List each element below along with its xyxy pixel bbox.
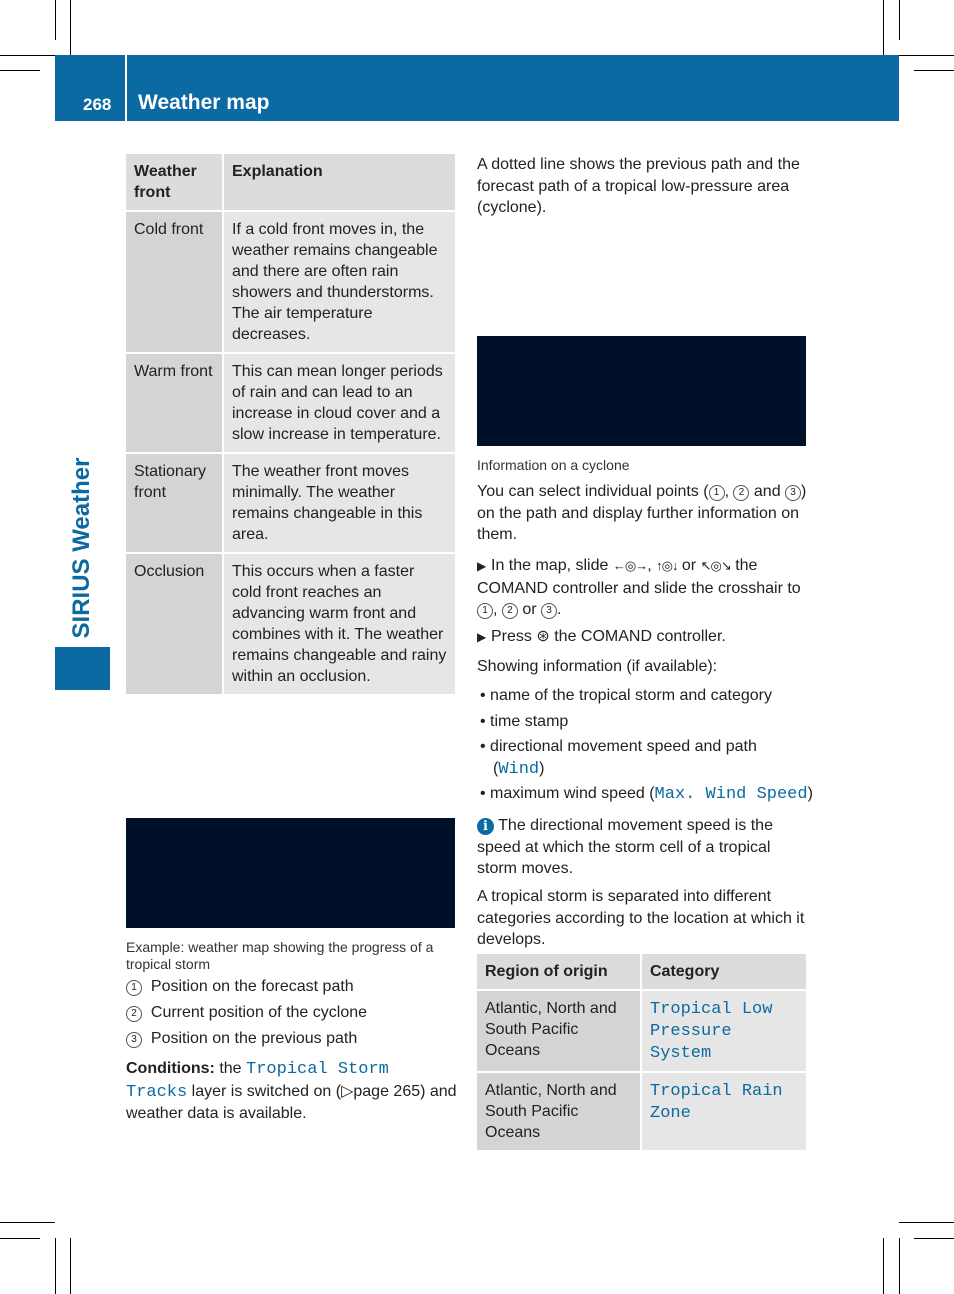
bullet-text: ) <box>807 785 813 802</box>
front-name: Cold front <box>126 211 223 353</box>
category-code: Tropical Rain Zone <box>650 1082 783 1123</box>
showing-info-text: Showing information (if available): <box>477 658 718 675</box>
legend-item <box>126 1002 456 1024</box>
category-cell <box>641 1072 806 1151</box>
column-header: Explanation <box>223 154 455 211</box>
page-number: 268 <box>83 95 112 114</box>
front-name: Stationary front <box>126 453 223 553</box>
table-row <box>477 1072 806 1151</box>
step-text: , <box>493 601 498 618</box>
conditions-label: Conditions: <box>126 1060 215 1077</box>
paragraph-text: and <box>749 483 781 500</box>
crop-mark <box>0 1238 40 1239</box>
crop-mark <box>899 1222 954 1223</box>
crop-mark <box>899 1238 900 1294</box>
table-header-row <box>477 954 806 990</box>
info-icon: i <box>477 818 494 835</box>
crop-mark <box>70 1238 71 1294</box>
select-points-paragraph <box>477 481 809 546</box>
point-number: 1 <box>709 485 725 501</box>
crop-mark <box>0 1222 55 1223</box>
cyclone-info-image <box>477 336 806 446</box>
intro-paragraph: A dotted line shows the previous path and the forecast path of a tropical low-pressure area (cyclone). <box>477 156 800 216</box>
bullet-text: time stamp <box>490 713 569 730</box>
table-row <box>126 353 455 453</box>
info-note <box>477 815 809 880</box>
step-text: the COMAND controller. <box>554 628 726 645</box>
crop-mark <box>0 70 40 71</box>
point-number: 2 <box>733 485 749 501</box>
step-text: Press <box>491 628 532 645</box>
paragraph-text: You can select individual points ( <box>477 483 709 500</box>
info-text: The directional movement speed is the speed at which the storm cell of a tropical storm moves. <box>477 817 773 877</box>
weather-fronts-table <box>126 154 455 696</box>
front-name: Warm front <box>126 353 223 453</box>
conditions-text: layer is switched on ( <box>191 1082 342 1100</box>
front-explanation: This occurs when a faster cold front reaches an advancing warm front and combines with it. The weather remains changeable and rainy within an occlusion. <box>223 553 455 695</box>
crop-mark <box>914 1238 954 1239</box>
front-name: Occlusion <box>126 553 223 695</box>
legend-number: 3 <box>126 1032 142 1048</box>
legend-item <box>126 976 456 998</box>
crop-mark <box>0 55 55 56</box>
conditions-text: page 265) and weather data is available. <box>126 1082 457 1122</box>
step-text: or <box>522 601 537 618</box>
bullet-item: • maximum wind speed (Max. Wind Speed) <box>480 785 813 804</box>
max-wind-speed-code: Max. Wind Speed <box>654 785 808 804</box>
point-number: 2 <box>502 603 518 619</box>
bullet-text: maximum wind speed ( <box>490 785 655 802</box>
legend-number: 2 <box>126 1006 142 1022</box>
bullet-item: • name of the tropical storm and category <box>480 687 772 704</box>
figure-caption: Example: weather map showing the progress of a tropical storm <box>126 939 434 972</box>
paragraph-text: ) on the path and display further information on them. <box>477 483 807 543</box>
bullet-text: name of the tropical storm and category <box>490 687 772 704</box>
step-item <box>477 555 809 621</box>
category-cell <box>641 990 806 1072</box>
conditions-text: the <box>219 1060 242 1077</box>
legend-text: Position on the forecast path <box>150 978 354 995</box>
point-number: 3 <box>785 485 801 501</box>
region-category-table <box>477 954 806 1152</box>
point-number: 3 <box>541 603 557 619</box>
column-header: Weather front <box>126 154 223 211</box>
controller-slide-diagonal-icon: ↖◎↘ <box>700 558 731 573</box>
step-text: In the map, slide <box>491 557 609 574</box>
figure-caption: Information on a cyclone <box>477 457 630 473</box>
front-explanation: This can mean longer periods of rain and can lead to an increase in cloud cover and a slow increase in temperature. <box>223 353 455 453</box>
crop-mark <box>914 70 954 71</box>
weather-map-image <box>126 818 455 928</box>
side-tab-marker <box>55 647 110 690</box>
layer-name: Tropical Storm Tracks <box>126 1060 389 1102</box>
step-text: the COMAND controller and slide the crosshair to <box>477 557 801 597</box>
point-number: 1 <box>477 603 493 619</box>
controller-slide-horizontal-icon: ←◎→ <box>612 558 648 573</box>
crop-mark <box>899 55 954 56</box>
region-cell: Atlantic, North and South Pacific Oceans <box>477 990 641 1072</box>
controller-slide-vertical-icon: ↑◎↓ <box>656 558 678 573</box>
front-explanation: The weather front moves minimally. The weather remains changeable in this area. <box>223 453 455 553</box>
conditions-paragraph <box>126 1058 458 1125</box>
wind-code: Wind <box>498 759 540 779</box>
crop-mark <box>883 1238 884 1294</box>
legend-text: Position on the previous path <box>150 1030 358 1047</box>
crop-mark <box>899 0 900 40</box>
paragraph-text: , <box>724 483 734 500</box>
crop-mark <box>883 0 884 55</box>
bullet-item: • directional movement speed and path (Wind) <box>480 738 757 779</box>
table-header-row <box>126 154 455 211</box>
side-tab-label: SIRIUS Weather <box>68 457 95 639</box>
step-text: , <box>647 557 652 574</box>
category-code: Tropical Low Pressure System <box>650 1000 773 1063</box>
page-ref-icon: ▷ <box>341 1082 354 1100</box>
legend-number: 1 <box>126 980 142 996</box>
legend-text: Current position of the cyclone <box>150 1004 368 1021</box>
step-item <box>477 626 809 649</box>
column-header: Region of origin <box>477 954 641 990</box>
bullet-text: directional movement speed and path <box>490 738 757 755</box>
step-text: . <box>557 601 562 618</box>
table-row <box>126 553 455 695</box>
front-explanation: If a cold front moves in, the weather remains changeable and there are often rain showers and thunderstorms. The air temperature decreases. <box>223 211 455 353</box>
column-header: Category <box>641 954 806 990</box>
table-row <box>126 211 455 353</box>
step-text: or <box>681 557 697 574</box>
crop-mark <box>70 0 71 55</box>
step-arrow-icon: ▶ <box>477 559 487 573</box>
legend-item <box>126 1028 456 1050</box>
header-divider <box>125 55 127 121</box>
section-title: Weather map <box>138 91 270 114</box>
crop-mark <box>55 1238 56 1294</box>
categories-intro: A tropical storm is separated into different categories according to the location at which it develops. <box>477 888 805 948</box>
step-arrow-icon: ▶ <box>477 630 487 644</box>
region-cell: Atlantic, North and South Pacific Oceans <box>477 1072 641 1151</box>
table-row <box>126 453 455 553</box>
crop-mark <box>55 0 56 40</box>
table-row <box>477 990 806 1072</box>
bullet-item: • time stamp <box>480 713 569 730</box>
controller-press-icon: ⊛ <box>536 628 550 645</box>
